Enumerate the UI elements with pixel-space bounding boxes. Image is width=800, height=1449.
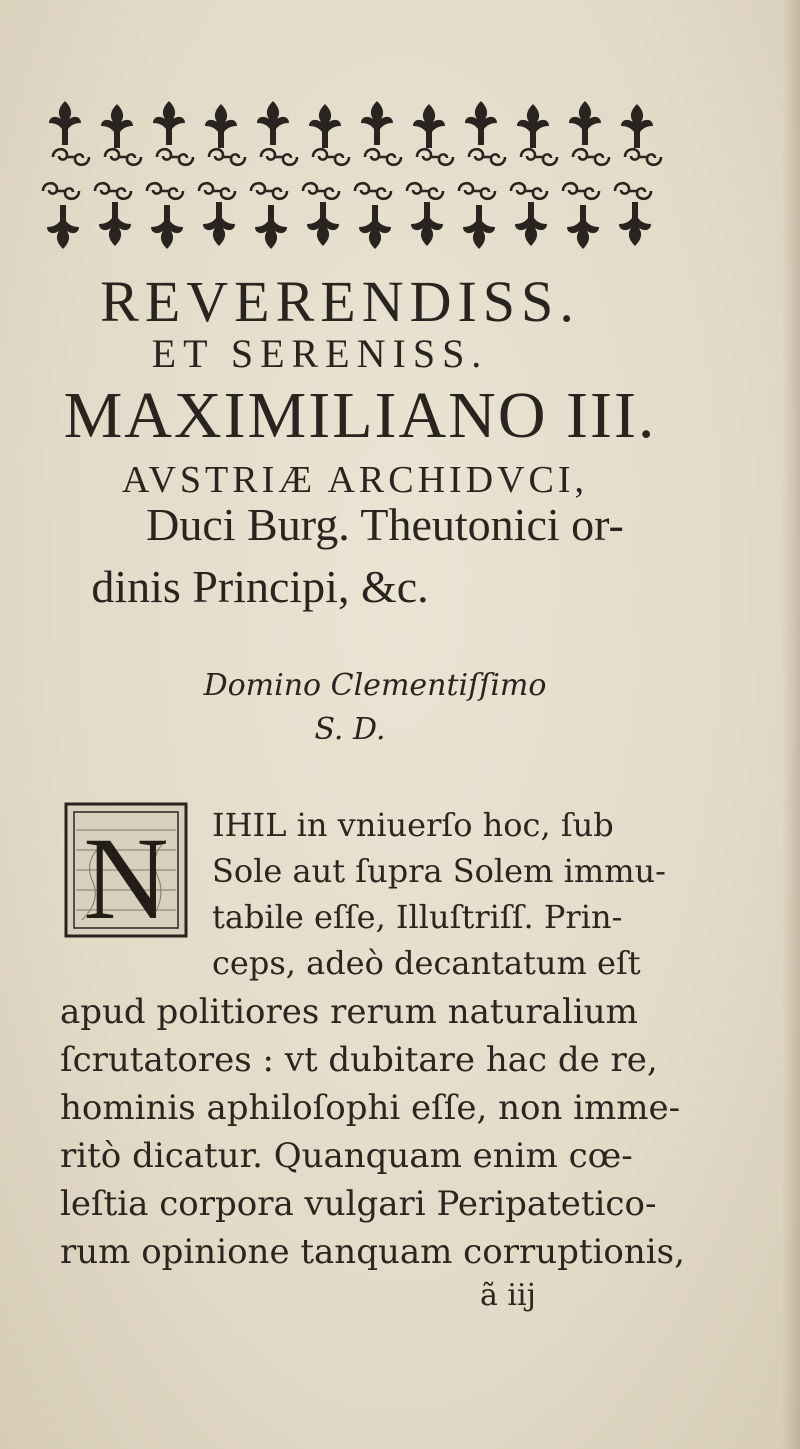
scroll-ornament-icon bbox=[261, 149, 297, 165]
fleuron-icon bbox=[515, 202, 547, 246]
fleuron-icon bbox=[567, 205, 599, 249]
scroll-ornament-icon bbox=[313, 149, 349, 165]
fleuron-icon bbox=[463, 205, 495, 249]
dedication-line-2: S. D. bbox=[314, 712, 386, 747]
fleuron-icon bbox=[47, 205, 79, 249]
scroll-ornament-icon bbox=[625, 149, 661, 165]
fleuron-icon bbox=[413, 104, 445, 148]
text-line-3: tabile eſſe, Illuſtriſſ. Prin- bbox=[212, 898, 623, 936]
heading-line-1: REVERENDISS. bbox=[100, 269, 580, 334]
heading-line-4: AVSTRIÆ ARCHIDVCI, bbox=[121, 459, 589, 501]
fleuron-icon bbox=[203, 202, 235, 246]
scroll-ornament-icon bbox=[365, 149, 401, 165]
scroll-ornament-icon bbox=[563, 183, 599, 199]
scroll-ornament-icon bbox=[199, 183, 235, 199]
scroll-ornament-icon bbox=[95, 183, 131, 199]
text-line-8: ritò dicatur. Quanquam enim cœ- bbox=[60, 1136, 633, 1176]
scroll-ornament-icon bbox=[157, 149, 193, 165]
fleuron-icon bbox=[151, 205, 183, 249]
scroll-ornament-icon bbox=[53, 149, 89, 165]
fleuron-icon bbox=[411, 202, 443, 246]
text-line-7: hominis aphiloſophi eſſe, non imme- bbox=[60, 1088, 681, 1128]
scroll-ornament-icon bbox=[147, 183, 183, 199]
fleuron-icon bbox=[257, 101, 289, 145]
scroll-ornament-icon bbox=[251, 183, 287, 199]
scroll-ornament-icon bbox=[43, 183, 79, 199]
decorated-initial bbox=[62, 800, 190, 940]
signature-mark: ã iij bbox=[480, 1278, 536, 1313]
scroll-ornament-icon bbox=[459, 183, 495, 199]
fleuron-icon bbox=[255, 205, 287, 249]
text-line-1: IHIL in vniuerſo hoc, ſub bbox=[212, 806, 614, 844]
text-line-9: leſtia corpora vulgari Peripatetico- bbox=[60, 1184, 657, 1224]
fleuron-icon bbox=[99, 202, 131, 246]
fleuron-icon bbox=[205, 104, 237, 148]
fleuron-icon bbox=[621, 104, 653, 148]
scroll-ornament-icon bbox=[407, 183, 443, 199]
scroll-ornament-icon bbox=[355, 183, 391, 199]
scroll-ornament-icon bbox=[417, 149, 453, 165]
fleuron-icon bbox=[309, 104, 341, 148]
fleuron-icon bbox=[569, 101, 601, 145]
fleuron-icon bbox=[361, 101, 393, 145]
heading-line-2: ET SERENISS. bbox=[151, 331, 489, 376]
scroll-ornament-icon bbox=[469, 149, 505, 165]
headpiece-ornament bbox=[40, 95, 665, 260]
scroll-ornament-icon bbox=[511, 183, 547, 199]
initial-letter: N bbox=[83, 813, 169, 940]
fleuron-icon bbox=[517, 104, 549, 148]
text-line-6: ſcrutatores : vt dubitare hac de re, bbox=[60, 1040, 658, 1080]
scroll-ornament-icon bbox=[209, 149, 245, 165]
page-edge-shadow bbox=[782, 0, 800, 1449]
scroll-ornament-icon bbox=[615, 183, 651, 199]
fleuron-icon bbox=[49, 101, 81, 145]
fleuron-icon bbox=[307, 202, 339, 246]
text-line-4: ceps, adeò decantatum eſt bbox=[212, 944, 641, 982]
scroll-ornament-icon bbox=[303, 183, 339, 199]
text-line-10: rum opinione tanquam corruptionis, bbox=[60, 1232, 685, 1272]
heading-line-6: dinis Principi, &c. bbox=[91, 561, 429, 612]
heading-line-5: Duci Burg. Theutonici or- bbox=[146, 499, 624, 550]
scroll-ornament-icon bbox=[573, 149, 609, 165]
scroll-ornament-icon bbox=[521, 149, 557, 165]
heading-line-3: MAXIMILIANO III. bbox=[63, 379, 657, 452]
fleuron-icon bbox=[465, 101, 497, 145]
scroll-ornament-icon bbox=[105, 149, 141, 165]
text-line-5: apud politiores rerum naturalium bbox=[60, 992, 638, 1032]
text-line-2: Sole aut ſupra Solem immu- bbox=[212, 852, 666, 890]
dedication-line-1: Domino Clementiſſimo bbox=[203, 668, 547, 703]
fleuron-icon bbox=[153, 101, 185, 145]
fleuron-icon bbox=[101, 104, 133, 148]
fleuron-icon bbox=[359, 205, 391, 249]
fleuron-icon bbox=[619, 202, 651, 246]
